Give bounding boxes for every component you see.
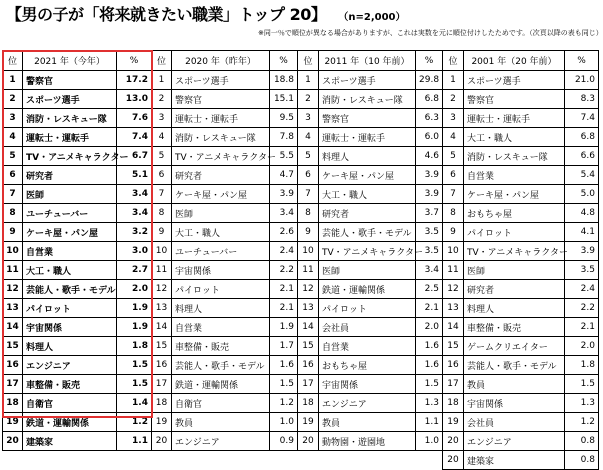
rank-cell: 11 bbox=[443, 261, 464, 280]
rank-cell: 4 bbox=[443, 128, 464, 147]
rank-cell: 3 bbox=[3, 109, 23, 128]
rank-cell: 2 bbox=[3, 90, 23, 109]
job-2001-cell: 料理人 bbox=[464, 299, 565, 318]
rank-cell: 10 bbox=[3, 242, 23, 261]
pct-2021-cell: 17.2 bbox=[117, 71, 152, 90]
job-2020-cell: 自営業 bbox=[172, 318, 270, 337]
job-2020-cell: エンジニア bbox=[172, 432, 270, 451]
pct-2001-cell: 1.3 bbox=[565, 394, 599, 413]
job-2021-cell: ケーキ屋・パン屋 bbox=[23, 223, 117, 242]
extra-row-2001 bbox=[3, 451, 599, 470]
pct-2020-cell: 2.6 bbox=[270, 223, 298, 242]
job-2021-cell: 車整備・販売 bbox=[23, 375, 117, 394]
job-2011-cell: 動物園・遊園地 bbox=[319, 432, 416, 451]
job-2021-cell: エンジニア bbox=[23, 356, 117, 375]
pct-2021-cell: 2.0 bbox=[117, 280, 152, 299]
job-2011-cell: 教員 bbox=[319, 413, 416, 432]
rank-cell: 19 bbox=[152, 413, 172, 432]
pct-2021-cell: 1.2 bbox=[117, 413, 152, 432]
job-2011-cell: 鉄道・運輸関係 bbox=[319, 280, 416, 299]
job-2011-cell: 消防・レスキュー隊 bbox=[319, 90, 416, 109]
job-2021-cell: 消防・レスキュー隊 bbox=[23, 109, 117, 128]
job-2001-cell: TV・アニメキャラクター bbox=[464, 242, 565, 261]
pct-2001-cell: 0.8 bbox=[565, 432, 599, 451]
rank-cell: 14 bbox=[3, 318, 23, 337]
rank-cell: 15 bbox=[152, 337, 172, 356]
job-2021-cell: 運転士・運転手 bbox=[23, 128, 117, 147]
job-2020-cell: 教員 bbox=[172, 413, 270, 432]
pct-2021-cell: 1.1 bbox=[117, 432, 152, 451]
job-2011-cell: 警察官 bbox=[319, 109, 416, 128]
pct-2001-cell: 2.1 bbox=[565, 318, 599, 337]
job-2011-cell: おもちゃ屋 bbox=[319, 356, 416, 375]
job-2011-cell: 宇宙関係 bbox=[319, 375, 416, 394]
job-2001-cell: 研究者 bbox=[464, 280, 565, 299]
sample-size: （n=2,000） bbox=[338, 12, 406, 23]
empty-cell bbox=[3, 451, 23, 470]
rank-cell: 12 bbox=[443, 280, 464, 299]
pct-2020-cell: 2.1 bbox=[270, 299, 298, 318]
rank-cell: 1 bbox=[3, 71, 23, 90]
pct-2001-cell: 1.5 bbox=[565, 375, 599, 394]
job-2021-cell: 大工・職人 bbox=[23, 261, 117, 280]
pct-2020-cell: 2.2 bbox=[270, 261, 298, 280]
table-row bbox=[3, 337, 599, 356]
pct-2021-cell: 7.4 bbox=[117, 128, 152, 147]
table-row bbox=[3, 204, 599, 223]
pct-2020-cell: 3.9 bbox=[270, 185, 298, 204]
rank-cell: 9 bbox=[152, 223, 172, 242]
job-2021-cell: 医師 bbox=[23, 185, 117, 204]
job-2001-cell: 自営業 bbox=[464, 166, 565, 185]
rank-cell: 2 bbox=[298, 90, 319, 109]
pct-2021-cell: 3.4 bbox=[117, 185, 152, 204]
job-2011-cell: エンジニア bbox=[319, 394, 416, 413]
pct-2011-cell: 3.9 bbox=[416, 166, 443, 185]
year-2001-header: 2001 年（20 年前） bbox=[464, 51, 565, 71]
empty-cell bbox=[117, 451, 152, 470]
empty-cell bbox=[416, 451, 443, 470]
table-row bbox=[3, 109, 599, 128]
pct-2020-cell: 5.5 bbox=[270, 147, 298, 166]
job-2011-cell: 研究者 bbox=[319, 204, 416, 223]
job-2001-cell: 医師 bbox=[464, 261, 565, 280]
job-2021-cell: 研究者 bbox=[23, 166, 117, 185]
job-2001-cell: 芸能人・歌手・モデル bbox=[464, 356, 565, 375]
pct-2011-cell: 1.3 bbox=[416, 394, 443, 413]
pct-2011-cell: 1.6 bbox=[416, 356, 443, 375]
year-2020-header: 2020 年（昨年） bbox=[172, 51, 270, 71]
pct-2011-cell: 2.1 bbox=[416, 299, 443, 318]
job-2001-cell: 建築家 bbox=[464, 451, 565, 470]
rank-cell: 7 bbox=[3, 185, 23, 204]
pct-2001-cell: 21.0 bbox=[565, 71, 599, 90]
rank-cell: 18 bbox=[443, 394, 464, 413]
rank-cell: 8 bbox=[152, 204, 172, 223]
job-2021-cell: 芸能人・歌手・モデル bbox=[23, 280, 117, 299]
job-2001-cell: スポーツ選手 bbox=[464, 71, 565, 90]
rank-cell: 3 bbox=[152, 109, 172, 128]
rank-cell: 12 bbox=[3, 280, 23, 299]
pct-2011-cell: 29.8 bbox=[416, 71, 443, 90]
job-2001-cell: 大工・職人 bbox=[464, 128, 565, 147]
rank-cell: 8 bbox=[298, 204, 319, 223]
job-2001-cell: ゲームクリエイター bbox=[464, 337, 565, 356]
empty-cell bbox=[270, 451, 298, 470]
rank-cell: 9 bbox=[3, 223, 23, 242]
pct-header: % bbox=[565, 51, 599, 71]
footnote: ※同一％で順位が異なる場合がありますが、これは実数を元に順位付けしたためです。（次頁以降の表も同じ） bbox=[258, 29, 603, 37]
job-2011-cell: 料理人 bbox=[319, 147, 416, 166]
page-title-block bbox=[6, 2, 406, 26]
rank-cell: 5 bbox=[443, 147, 464, 166]
empty-cell bbox=[152, 451, 172, 470]
rank-cell: 19 bbox=[3, 413, 23, 432]
pct-2020-cell: 0.9 bbox=[270, 432, 298, 451]
rank-cell: 10 bbox=[152, 242, 172, 261]
ranking-table bbox=[2, 50, 599, 470]
pct-2020-cell: 2.4 bbox=[270, 242, 298, 261]
pct-2020-cell: 1.6 bbox=[270, 356, 298, 375]
pct-header: % bbox=[416, 51, 443, 71]
rank-cell: 11 bbox=[298, 261, 319, 280]
header-row bbox=[3, 51, 599, 71]
job-2020-cell: 医師 bbox=[172, 204, 270, 223]
job-2001-cell: 消防・レスキュー隊 bbox=[464, 147, 565, 166]
table-row bbox=[3, 318, 599, 337]
table-row bbox=[3, 71, 599, 90]
empty-cell bbox=[172, 451, 270, 470]
pct-2011-cell: 1.6 bbox=[416, 337, 443, 356]
job-2001-cell: 会社員 bbox=[464, 413, 565, 432]
job-2021-cell: 自衛官 bbox=[23, 394, 117, 413]
job-2020-cell: TV・アニメキャラクター bbox=[172, 147, 270, 166]
rank-cell: 10 bbox=[298, 242, 319, 261]
empty-cell bbox=[319, 451, 416, 470]
table-row bbox=[3, 90, 599, 109]
rank-cell: 20 bbox=[443, 432, 464, 451]
rank-cell: 3 bbox=[298, 109, 319, 128]
pct-2021-cell: 1.8 bbox=[117, 337, 152, 356]
job-2001-cell: エンジニア bbox=[464, 432, 565, 451]
rank-cell: 11 bbox=[152, 261, 172, 280]
pct-2020-cell: 9.5 bbox=[270, 109, 298, 128]
job-2020-cell: 研究者 bbox=[172, 166, 270, 185]
job-2001-cell: おもちゃ屋 bbox=[464, 204, 565, 223]
job-2001-cell: 教員 bbox=[464, 375, 565, 394]
rank-cell: 16 bbox=[443, 356, 464, 375]
pct-2011-cell: 3.9 bbox=[416, 185, 443, 204]
rank-cell: 5 bbox=[298, 147, 319, 166]
rank-cell: 9 bbox=[298, 223, 319, 242]
job-2020-cell: 宇宙関係 bbox=[172, 261, 270, 280]
pct-2021-cell: 13.0 bbox=[117, 90, 152, 109]
rank-cell: 20 bbox=[3, 432, 23, 451]
pct-2001-cell: 2.4 bbox=[565, 280, 599, 299]
pct-2011-cell: 3.7 bbox=[416, 204, 443, 223]
rank-cell: 16 bbox=[298, 356, 319, 375]
pct-2001-cell: 3.9 bbox=[565, 242, 599, 261]
pct-2020-cell: 1.0 bbox=[270, 413, 298, 432]
rank-cell: 15 bbox=[3, 337, 23, 356]
job-2001-cell: 運転士・運転手 bbox=[464, 109, 565, 128]
empty-cell bbox=[23, 451, 117, 470]
pct-2021-cell: 3.0 bbox=[117, 242, 152, 261]
pct-2011-cell: 3.4 bbox=[416, 261, 443, 280]
rank-cell: 8 bbox=[443, 204, 464, 223]
rank-cell: 10 bbox=[443, 242, 464, 261]
job-2021-cell: 宇宙関係 bbox=[23, 318, 117, 337]
table-row bbox=[3, 299, 599, 318]
job-2011-cell: パイロット bbox=[319, 299, 416, 318]
rank-cell: 4 bbox=[3, 128, 23, 147]
pct-2020-cell: 1.7 bbox=[270, 337, 298, 356]
year-2011-header: 2011 年（10 年前） bbox=[319, 51, 416, 71]
rank-cell: 17 bbox=[3, 375, 23, 394]
pct-2021-cell: 5.1 bbox=[117, 166, 152, 185]
table-row bbox=[3, 185, 599, 204]
rank-cell: 13 bbox=[152, 299, 172, 318]
pct-2001-cell: 1.2 bbox=[565, 413, 599, 432]
table-row bbox=[3, 280, 599, 299]
rank-cell: 14 bbox=[152, 318, 172, 337]
pct-2011-cell: 6.0 bbox=[416, 128, 443, 147]
pct-2011-cell: 6.3 bbox=[416, 109, 443, 128]
job-2021-cell: 料理人 bbox=[23, 337, 117, 356]
rank-cell: 3 bbox=[443, 109, 464, 128]
rank-cell: 16 bbox=[3, 356, 23, 375]
job-2021-cell: TV・アニメキャラクター bbox=[23, 147, 117, 166]
rank-cell: 1 bbox=[152, 71, 172, 90]
rank-cell: 5 bbox=[152, 147, 172, 166]
rank-cell: 2 bbox=[443, 90, 464, 109]
table-row bbox=[3, 223, 599, 242]
table-row bbox=[3, 413, 599, 432]
rank-cell: 4 bbox=[298, 128, 319, 147]
pct-2001-cell: 6.8 bbox=[565, 128, 599, 147]
rank-cell: 13 bbox=[443, 299, 464, 318]
table-row bbox=[3, 242, 599, 261]
table-row bbox=[3, 432, 599, 451]
job-2020-cell: 消防・レスキュー隊 bbox=[172, 128, 270, 147]
rank-cell: 19 bbox=[443, 413, 464, 432]
rank-header: 位 bbox=[152, 51, 172, 71]
rank-cell: 16 bbox=[152, 356, 172, 375]
pct-2011-cell: 4.6 bbox=[416, 147, 443, 166]
job-2020-cell: 自衛官 bbox=[172, 394, 270, 413]
rank-cell: 7 bbox=[298, 185, 319, 204]
pct-2020-cell: 3.4 bbox=[270, 204, 298, 223]
rank-cell: 1 bbox=[298, 71, 319, 90]
rank-cell: 19 bbox=[298, 413, 319, 432]
rank-cell: 14 bbox=[298, 318, 319, 337]
job-2001-cell: ケーキ屋・パン屋 bbox=[464, 185, 565, 204]
job-2020-cell: スポーツ選手 bbox=[172, 71, 270, 90]
pct-2020-cell: 18.8 bbox=[270, 71, 298, 90]
rank-cell: 11 bbox=[3, 261, 23, 280]
pct-2021-cell: 1.5 bbox=[117, 375, 152, 394]
job-2021-cell: 鉄道・運輸関係 bbox=[23, 413, 117, 432]
table-row bbox=[3, 375, 599, 394]
rank-cell: 18 bbox=[298, 394, 319, 413]
job-2011-cell: 医師 bbox=[319, 261, 416, 280]
job-2011-cell: ケーキ屋・パン屋 bbox=[319, 166, 416, 185]
job-2011-cell: TV・アニメキャラクター bbox=[319, 242, 416, 261]
rank-cell: 6 bbox=[298, 166, 319, 185]
rank-cell: 18 bbox=[3, 394, 23, 413]
rank-cell: 7 bbox=[152, 185, 172, 204]
pct-2011-cell: 3.5 bbox=[416, 242, 443, 261]
job-2011-cell: 会社員 bbox=[319, 318, 416, 337]
rank-cell: 12 bbox=[152, 280, 172, 299]
table-row bbox=[3, 356, 599, 375]
rank-cell: 12 bbox=[298, 280, 319, 299]
table-row bbox=[3, 261, 599, 280]
rank-cell: 20 bbox=[152, 432, 172, 451]
job-2020-cell: パイロット bbox=[172, 280, 270, 299]
pct-header: % bbox=[117, 51, 152, 71]
pct-2011-cell: 1.5 bbox=[416, 375, 443, 394]
job-2021-cell: 自営業 bbox=[23, 242, 117, 261]
pct-2021-cell: 1.9 bbox=[117, 318, 152, 337]
pct-2020-cell: 15.1 bbox=[270, 90, 298, 109]
pct-2021-cell: 1.5 bbox=[117, 356, 152, 375]
pct-2021-cell: 2.7 bbox=[117, 261, 152, 280]
empty-cell bbox=[298, 451, 319, 470]
rank-cell: 13 bbox=[3, 299, 23, 318]
pct-2020-cell: 7.8 bbox=[270, 128, 298, 147]
rank-cell: 15 bbox=[298, 337, 319, 356]
rank-cell: 8 bbox=[3, 204, 23, 223]
pct-2001-cell: 4.1 bbox=[565, 223, 599, 242]
pct-2021-cell: 1.9 bbox=[117, 299, 152, 318]
pct-2021-cell: 7.6 bbox=[117, 109, 152, 128]
rank-header: 位 bbox=[298, 51, 319, 71]
rank-cell: 6 bbox=[443, 166, 464, 185]
rank-cell: 17 bbox=[298, 375, 319, 394]
job-2001-cell: 車整備・販売 bbox=[464, 318, 565, 337]
rank-cell: 20 bbox=[443, 451, 464, 470]
rank-cell: 2 bbox=[152, 90, 172, 109]
pct-2021-cell: 1.4 bbox=[117, 394, 152, 413]
job-2001-cell: 警察官 bbox=[464, 90, 565, 109]
job-2020-cell: 鉄道・運輸関係 bbox=[172, 375, 270, 394]
job-2011-cell: 大工・職人 bbox=[319, 185, 416, 204]
pct-2020-cell: 1.2 bbox=[270, 394, 298, 413]
job-2021-cell: スポーツ選手 bbox=[23, 90, 117, 109]
job-2001-cell: 宇宙関係 bbox=[464, 394, 565, 413]
rank-cell: 17 bbox=[443, 375, 464, 394]
pct-2020-cell: 2.1 bbox=[270, 280, 298, 299]
rank-cell: 13 bbox=[298, 299, 319, 318]
pct-2001-cell: 8.3 bbox=[565, 90, 599, 109]
job-2020-cell: 運転士・運転手 bbox=[172, 109, 270, 128]
pct-2011-cell: 6.8 bbox=[416, 90, 443, 109]
job-2020-cell: ケーキ屋・パン屋 bbox=[172, 185, 270, 204]
job-2011-cell: 芸能人・歌手・モデル bbox=[319, 223, 416, 242]
rank-cell: 17 bbox=[152, 375, 172, 394]
rank-cell: 4 bbox=[152, 128, 172, 147]
pct-2011-cell: 3.5 bbox=[416, 223, 443, 242]
table-row bbox=[3, 128, 599, 147]
pct-2001-cell: 0.8 bbox=[565, 451, 599, 470]
pct-2001-cell: 7.4 bbox=[565, 109, 599, 128]
job-2021-cell: ユーチューバー bbox=[23, 204, 117, 223]
page-title: 【男の子が「将来就きたい職業」トップ 20】 bbox=[6, 5, 327, 24]
job-2011-cell: 運転士・運転手 bbox=[319, 128, 416, 147]
pct-2020-cell: 1.5 bbox=[270, 375, 298, 394]
job-2020-cell: 大工・職人 bbox=[172, 223, 270, 242]
pct-2001-cell: 2.0 bbox=[565, 337, 599, 356]
pct-2001-cell: 2.2 bbox=[565, 299, 599, 318]
job-2011-cell: スポーツ選手 bbox=[319, 71, 416, 90]
rank-header: 位 bbox=[3, 51, 23, 71]
pct-header: % bbox=[270, 51, 298, 71]
job-2020-cell: 料理人 bbox=[172, 299, 270, 318]
pct-2001-cell: 5.4 bbox=[565, 166, 599, 185]
pct-2020-cell: 1.9 bbox=[270, 318, 298, 337]
pct-2001-cell: 4.8 bbox=[565, 204, 599, 223]
pct-2011-cell: 1.1 bbox=[416, 413, 443, 432]
pct-2021-cell: 6.7 bbox=[117, 147, 152, 166]
table-row bbox=[3, 394, 599, 413]
pct-2001-cell: 3.5 bbox=[565, 261, 599, 280]
pct-2011-cell: 2.0 bbox=[416, 318, 443, 337]
pct-2021-cell: 3.2 bbox=[117, 223, 152, 242]
job-2020-cell: 芸能人・歌手・モデル bbox=[172, 356, 270, 375]
job-2020-cell: 警察官 bbox=[172, 90, 270, 109]
rank-header: 位 bbox=[443, 51, 464, 71]
rank-cell: 9 bbox=[443, 223, 464, 242]
pct-2011-cell: 1.0 bbox=[416, 432, 443, 451]
pct-2011-cell: 2.5 bbox=[416, 280, 443, 299]
job-2021-cell: 警察官 bbox=[23, 71, 117, 90]
rank-cell: 7 bbox=[443, 185, 464, 204]
year-2021-header: 2021 年（今年） bbox=[23, 51, 117, 71]
pct-2001-cell: 6.6 bbox=[565, 147, 599, 166]
rank-cell: 1 bbox=[443, 71, 464, 90]
rank-cell: 14 bbox=[443, 318, 464, 337]
rank-cell: 6 bbox=[152, 166, 172, 185]
table-row bbox=[3, 166, 599, 185]
rank-cell: 5 bbox=[3, 147, 23, 166]
ranking-body bbox=[3, 71, 599, 470]
pct-2001-cell: 1.8 bbox=[565, 356, 599, 375]
table-row bbox=[3, 147, 599, 166]
job-2020-cell: 車整備・販売 bbox=[172, 337, 270, 356]
rank-cell: 18 bbox=[152, 394, 172, 413]
rank-cell: 15 bbox=[443, 337, 464, 356]
job-2021-cell: 建築家 bbox=[23, 432, 117, 451]
job-2021-cell: パイロット bbox=[23, 299, 117, 318]
job-2011-cell: 自営業 bbox=[319, 337, 416, 356]
rank-cell: 20 bbox=[298, 432, 319, 451]
pct-2021-cell: 3.4 bbox=[117, 204, 152, 223]
pct-2020-cell: 4.7 bbox=[270, 166, 298, 185]
job-2020-cell: ユーチューバー bbox=[172, 242, 270, 261]
pct-2001-cell: 5.0 bbox=[565, 185, 599, 204]
rank-cell: 6 bbox=[3, 166, 23, 185]
job-2001-cell: パイロット bbox=[464, 223, 565, 242]
